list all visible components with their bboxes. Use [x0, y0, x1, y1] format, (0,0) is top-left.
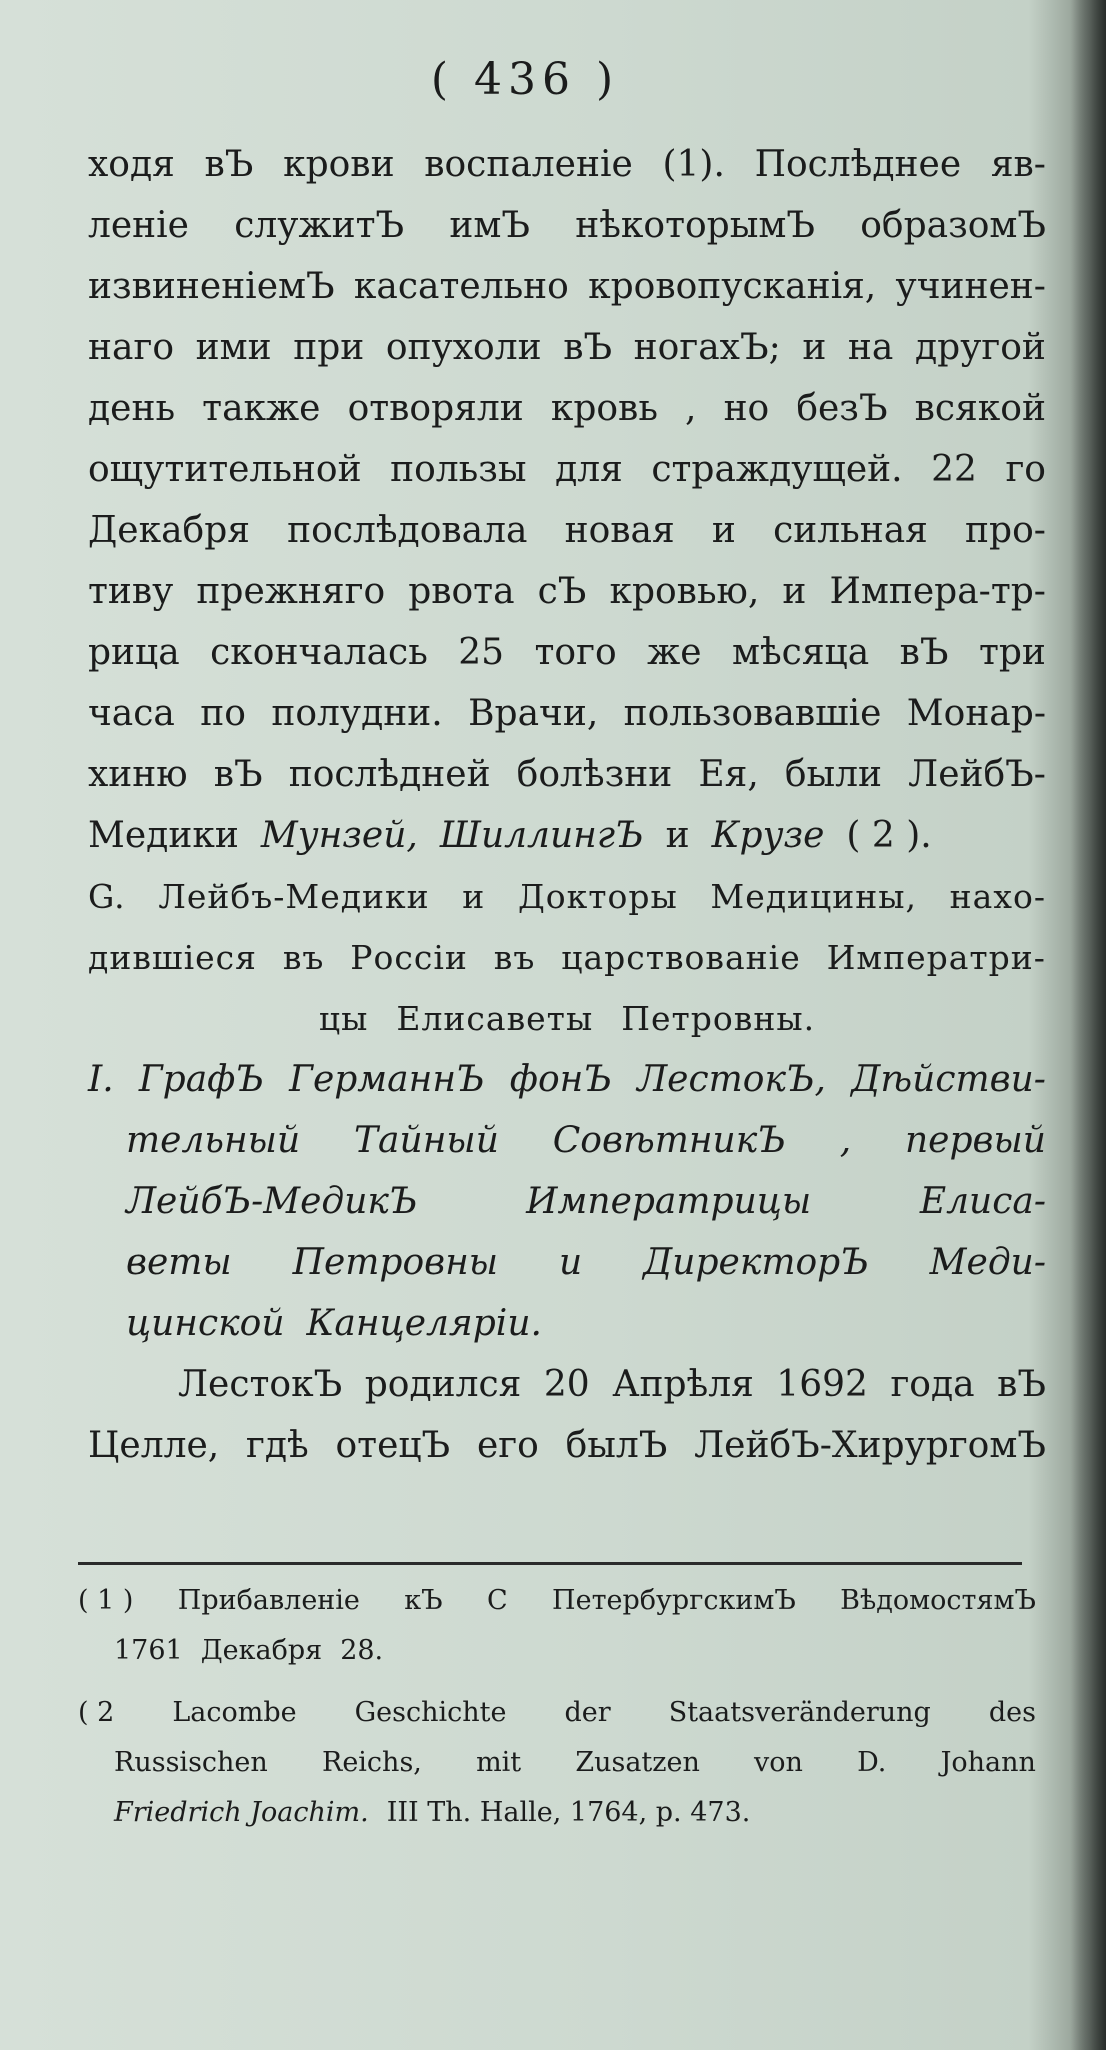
word: на	[847, 327, 894, 368]
footnote-line	[78, 1626, 1036, 1676]
word: ( 1 )	[78, 1585, 134, 1616]
word: тиву	[88, 571, 174, 612]
word: кЪ	[404, 1585, 443, 1616]
main-text	[88, 134, 1046, 1476]
word: Монар-	[906, 693, 1046, 734]
medics-prefix: Медики	[88, 815, 239, 856]
word: ногахЪ;	[633, 327, 781, 368]
text-line	[88, 256, 1046, 317]
medic-name: ШиллингЪ	[439, 815, 644, 856]
word: Johann	[940, 1747, 1036, 1778]
word: цинской	[126, 1303, 285, 1344]
word: болѣзни	[516, 754, 673, 795]
page-number: ( 436 )	[430, 54, 620, 105]
word: отецЪ	[335, 1425, 451, 1466]
word: кровь	[550, 388, 658, 429]
word: вЪ	[899, 632, 949, 673]
word: гдѣ	[245, 1425, 309, 1466]
footnote-author: Friedrich Joachim.	[114, 1797, 369, 1828]
word: des	[988, 1697, 1036, 1728]
word: скончалась	[210, 632, 428, 673]
word: опухоли	[385, 327, 542, 368]
word: 25	[458, 632, 505, 673]
text-line	[88, 622, 1046, 683]
text-line	[88, 561, 1046, 622]
word: фонЪ	[509, 1059, 612, 1100]
footnote-ref: ( 2 ).	[846, 815, 932, 856]
word: часа	[88, 693, 175, 734]
word: D.	[857, 1747, 887, 1778]
spine-shadow	[1070, 0, 1106, 2050]
word: Zusatzen	[575, 1747, 700, 1778]
word: ощутительной	[88, 449, 362, 490]
word: вЪ	[213, 754, 263, 795]
word: 20	[543, 1364, 590, 1405]
word: и	[558, 1242, 583, 1283]
word: Врачи,	[468, 693, 599, 734]
word: ГрафЪ	[138, 1059, 264, 1100]
word: Канцеляріи.	[306, 1303, 542, 1344]
word: былЪ	[565, 1425, 668, 1466]
word: нѣкоторымЪ	[575, 205, 815, 246]
word: Докторы	[517, 877, 678, 916]
word: Импера-тр-	[829, 571, 1046, 612]
word: про-	[965, 510, 1046, 551]
word: безЪ	[796, 388, 888, 429]
word: нахо-	[949, 877, 1046, 916]
word: воспаленіе	[424, 144, 633, 185]
word: 22	[931, 449, 977, 490]
word: наго	[88, 327, 174, 368]
word: Меди-	[929, 1242, 1046, 1283]
word: 1761	[114, 1635, 183, 1666]
word: отворяли	[347, 388, 524, 429]
word: вЪ	[563, 327, 613, 368]
word: ЛейбЪ-ХирургомЪ	[694, 1425, 1046, 1466]
word: и	[782, 571, 807, 612]
word: касательно	[353, 266, 569, 307]
word: ВѣдомостямЪ	[840, 1585, 1036, 1616]
word: Петровны	[292, 1242, 499, 1283]
word: ( 2	[78, 1697, 115, 1728]
word: извиненіемЪ	[88, 266, 335, 307]
conjunction: и	[665, 815, 690, 856]
word: ими	[195, 327, 272, 368]
section-heading-line	[88, 866, 1046, 927]
section-heading-line	[88, 927, 1046, 988]
word: для	[555, 449, 623, 490]
word: ПетербургскимЪ	[552, 1585, 796, 1616]
section-heading-line	[88, 988, 1046, 1049]
text-line	[88, 378, 1046, 439]
word: другой	[915, 327, 1046, 368]
text-line-medics	[88, 805, 1046, 866]
word: кровопусканія,	[588, 266, 877, 307]
word: послѣдовала	[287, 510, 528, 551]
word: ЛестокЪ,	[637, 1059, 826, 1100]
medic-name: Мунзей,	[260, 815, 418, 856]
word: Дѣйстви-	[851, 1059, 1046, 1100]
word: его	[476, 1425, 539, 1466]
word: родился	[364, 1364, 522, 1405]
word: того	[534, 632, 617, 673]
word: были	[784, 754, 883, 795]
entry-title-line	[88, 1171, 1046, 1232]
word: Послѣднее	[754, 144, 962, 185]
word: Медицины,	[710, 877, 918, 916]
word: Россіи	[350, 938, 468, 977]
word: страждущей.	[651, 449, 903, 490]
word: 1692	[776, 1364, 868, 1405]
footnote-line	[78, 1738, 1036, 1788]
word: новая	[564, 510, 675, 551]
word: С	[487, 1585, 508, 1616]
footnote-line	[78, 1688, 1036, 1738]
word: ,	[839, 1120, 852, 1161]
word: же	[647, 632, 702, 673]
word: леніе	[88, 205, 189, 246]
word: и	[462, 877, 486, 916]
word: года	[890, 1364, 975, 1405]
word: I.	[88, 1059, 114, 1100]
paragraph-line	[88, 1415, 1046, 1476]
word: рица	[88, 632, 180, 673]
word: и	[711, 510, 736, 551]
word: веты	[126, 1242, 232, 1283]
word: von	[754, 1747, 803, 1778]
word: три	[978, 632, 1046, 673]
word: царствованіе	[561, 938, 801, 977]
word: и	[802, 327, 827, 368]
word: учинен-	[895, 266, 1046, 307]
word: (1).	[662, 144, 725, 185]
word: хиню	[88, 754, 188, 795]
word: пользы	[390, 449, 527, 490]
word: ЛейбЪ-	[908, 754, 1046, 795]
word: го	[1005, 449, 1046, 490]
word: при	[293, 327, 365, 368]
word: пользовавшіе	[623, 693, 882, 734]
word: Апрѣля	[612, 1364, 754, 1405]
word: Geschichte	[354, 1697, 507, 1728]
word: кровью,	[609, 571, 760, 612]
word: день	[88, 388, 176, 429]
entry-title-line	[88, 1232, 1046, 1293]
word: Тайный	[354, 1120, 499, 1161]
footnote-rule	[78, 1562, 1022, 1565]
word: Елисаветы	[396, 999, 594, 1038]
footnote-line-last	[78, 1788, 1036, 1838]
word: имЪ	[449, 205, 530, 246]
word: Декабря	[200, 1635, 323, 1666]
word: Reichs,	[321, 1747, 422, 1778]
footnote-line	[78, 1576, 1036, 1626]
text-line	[88, 195, 1046, 256]
word: ДиректорЪ	[643, 1242, 869, 1283]
word: дившіеся	[88, 938, 257, 977]
word: СовѣтникЪ	[552, 1120, 786, 1161]
word: но	[723, 388, 770, 429]
word: послѣдней	[288, 754, 491, 795]
word: мѣсяца	[731, 632, 870, 673]
word: сильная	[773, 510, 928, 551]
word: первый	[904, 1120, 1046, 1161]
entry-title-line	[88, 1110, 1046, 1171]
word: ЛейбЪ-МедикЪ	[126, 1181, 418, 1222]
word: Елиса-	[919, 1181, 1046, 1222]
word: служитЪ	[234, 205, 405, 246]
word: образомЪ	[860, 205, 1046, 246]
word: въ	[493, 938, 536, 977]
word: Петровны.	[621, 999, 816, 1038]
word: Декабря	[88, 510, 250, 551]
word: тельный	[126, 1120, 301, 1161]
entry-title-line	[88, 1293, 1046, 1354]
word: вЪ	[204, 144, 254, 185]
medic-name: Крузе	[711, 815, 825, 856]
word: яв-	[990, 144, 1046, 185]
footnotes	[78, 1576, 1036, 1838]
word: сЪ	[537, 571, 587, 612]
word: Прибавленіе	[177, 1585, 360, 1616]
word: Staatsveränderung	[668, 1697, 931, 1728]
word: крови	[283, 144, 395, 185]
text-line	[88, 439, 1046, 500]
word: цы	[318, 999, 369, 1038]
word: Russischen	[114, 1747, 268, 1778]
word: Лейбъ-Медики	[158, 877, 430, 916]
text-line	[88, 744, 1046, 805]
paragraph-line	[88, 1354, 1046, 1415]
footnote-words: III Th. Halle, 1764, p. 473.	[386, 1797, 751, 1828]
word: вЪ	[997, 1364, 1046, 1405]
word: Lacombe	[172, 1697, 297, 1728]
word: Целле,	[88, 1425, 220, 1466]
word: ходя	[88, 144, 175, 185]
text-line	[88, 317, 1046, 378]
word: G.	[88, 877, 126, 916]
text-line	[88, 683, 1046, 744]
word: mit	[476, 1747, 522, 1778]
word: Императри-	[826, 938, 1046, 977]
text-line	[88, 500, 1046, 561]
word: также	[202, 388, 321, 429]
word: 28.	[340, 1635, 384, 1666]
word: ГерманнЪ	[289, 1059, 485, 1100]
word: полудни.	[271, 693, 443, 734]
entry-title-line	[88, 1049, 1046, 1110]
word: въ	[282, 938, 325, 977]
word: рвота	[408, 571, 515, 612]
word: по	[200, 693, 246, 734]
word: Ея,	[698, 754, 759, 795]
word: ЛестокЪ	[178, 1364, 343, 1405]
word: Императрицы	[526, 1181, 812, 1222]
text-line	[88, 134, 1046, 195]
word: всякой	[914, 388, 1046, 429]
word: прежняго	[196, 571, 386, 612]
word: der	[564, 1697, 611, 1728]
word: ,	[685, 388, 697, 429]
